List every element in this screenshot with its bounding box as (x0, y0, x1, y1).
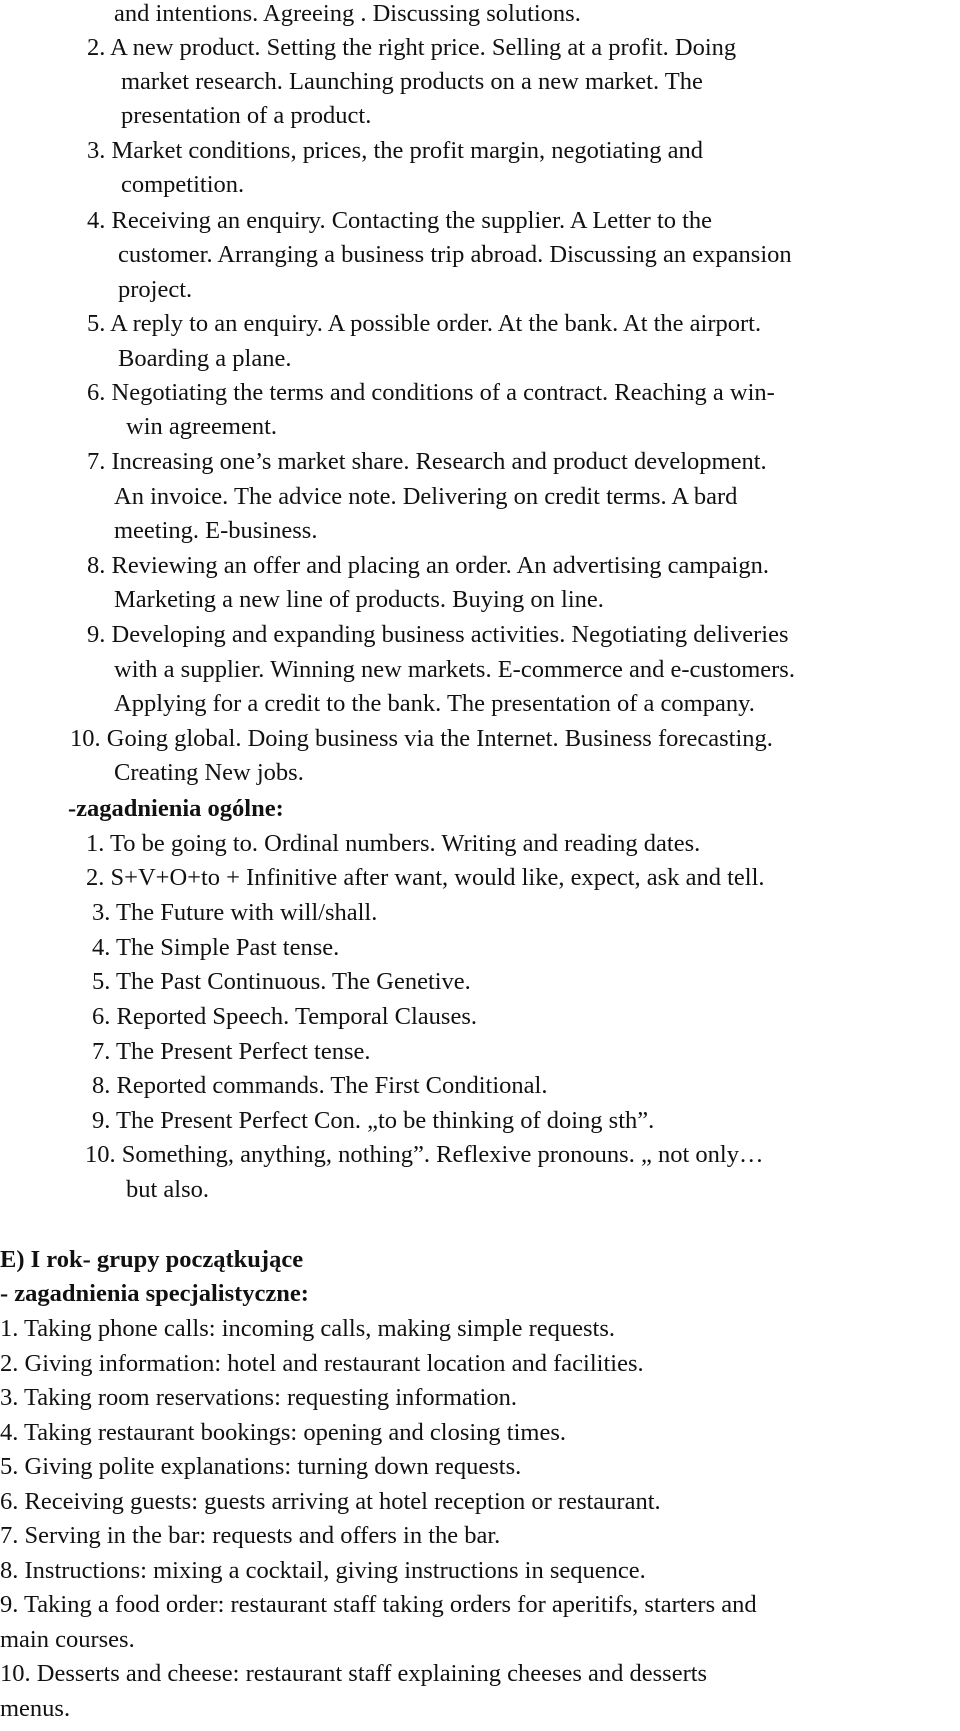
list-item: 2. A new product. Setting the right price. Selling at a profit. Doing (87, 34, 737, 61)
list-item: 2. Giving information: hotel and restaurant location and facilities. (0, 1350, 644, 1377)
list-item: 7. Serving in the bar: requests and offers in the bar. (0, 1522, 501, 1549)
list-item: 3. The Future with will/shall. (92, 899, 378, 926)
list-item: 10. Something, anything, nothing”. Reflexive pronouns. „ not only… (85, 1141, 764, 1168)
list-item-line: project. (118, 276, 193, 303)
list-item: 7. The Present Perfect tense. (92, 1038, 371, 1065)
list-item-line: Creating New jobs. (114, 759, 304, 786)
list-item: 1. Taking phone calls: incoming calls, making simple requests. (0, 1315, 615, 1342)
list-item-line: but also. (126, 1176, 210, 1203)
list-item: 4. Taking restaurant bookings: opening and closing times. (0, 1419, 567, 1446)
list-item: 6. Negotiating the terms and conditions of a contract. Reaching a win- (87, 379, 775, 406)
list-item: 3. Market conditions, prices, the profit margin, negotiating and (87, 137, 703, 164)
list-item: 8. Reviewing an offer and placing an order. An advertising campaign. (87, 552, 769, 579)
list-item-line: Applying for a credit to the bank. The presentation of a company. (114, 690, 755, 717)
list-item: 7. Increasing one’s market share. Research and product development. (87, 448, 767, 475)
list-item: 6. Receiving guests: guests arriving at hotel reception or restaurant. (0, 1488, 661, 1515)
list-item: 4. Receiving an enquiry. Contacting the supplier. A Letter to the (87, 207, 713, 234)
list-item-line: menus. (0, 1695, 71, 1722)
section-heading: E) I rok- grupy początkujące (0, 1246, 304, 1273)
list-item: 2. S+V+O+to + Infinitive after want, would like, expect, ask and tell. (86, 864, 765, 891)
list-item-line: market research. Launching products on a new market. The (121, 68, 703, 95)
list-item: 1. To be going to. Ordinal numbers. Writing and reading dates. (86, 830, 701, 857)
list-item: 10. Desserts and cheese: restaurant staff explaining cheeses and desserts (0, 1660, 708, 1687)
list-item: 8. Reported commands. The First Conditional. (92, 1072, 548, 1099)
list-item-line: customer. Arranging a business trip abroad. Discussing an expansion (118, 241, 792, 268)
list-item-line: competition. (121, 171, 245, 198)
list-item-line: An invoice. The advice note. Delivering on credit terms. A bard (114, 483, 738, 510)
list-item: 5. A reply to an enquiry. A possible order. At the bank. At the airport. (87, 310, 762, 337)
list-item: 5. Giving polite explanations: turning down requests. (0, 1453, 522, 1480)
list-item-line: Marketing a new line of products. Buying on line. (114, 586, 604, 613)
list-item: 5. The Past Continuous. The Genetive. (92, 968, 471, 995)
list-item-line: main courses. (0, 1626, 135, 1653)
list-item: 9. Developing and expanding business activities. Negotiating deliveries (87, 621, 789, 648)
list-item: 8. Instructions: mixing a cocktail, giving instructions in sequence. (0, 1557, 646, 1584)
list-item: 9. The Present Perfect Con. „to be thinking of doing sth”. (92, 1107, 655, 1134)
section-heading: -zagadnienia ogólne: (68, 795, 284, 822)
list-item-line: presentation of a product. (121, 102, 372, 129)
list-item: 9. Taking a food order: restaurant staff taking orders for aperitifs, starters and (0, 1591, 757, 1618)
list-item: 4. The Simple Past tense. (92, 934, 340, 961)
list-item: 10. Going global. Doing business via the Internet. Business forecasting. (70, 725, 773, 752)
list-item: 3. Taking room reservations: requesting information. (0, 1384, 517, 1411)
list-item-line: Boarding a plane. (118, 345, 292, 372)
list-item: 6. Reported Speech. Temporal Clauses. (92, 1003, 477, 1030)
list-item-line: win agreement. (126, 413, 278, 440)
list-item-line: with a supplier. Winning new markets. E-commerce and e-customers. (114, 656, 795, 683)
section-subheading: - zagadnienia specjalistyczne: (0, 1280, 309, 1307)
list-item-line: meeting. E-business. (114, 517, 318, 544)
list-item-line: and intentions. Agreeing . Discussing solutions. (114, 0, 581, 27)
